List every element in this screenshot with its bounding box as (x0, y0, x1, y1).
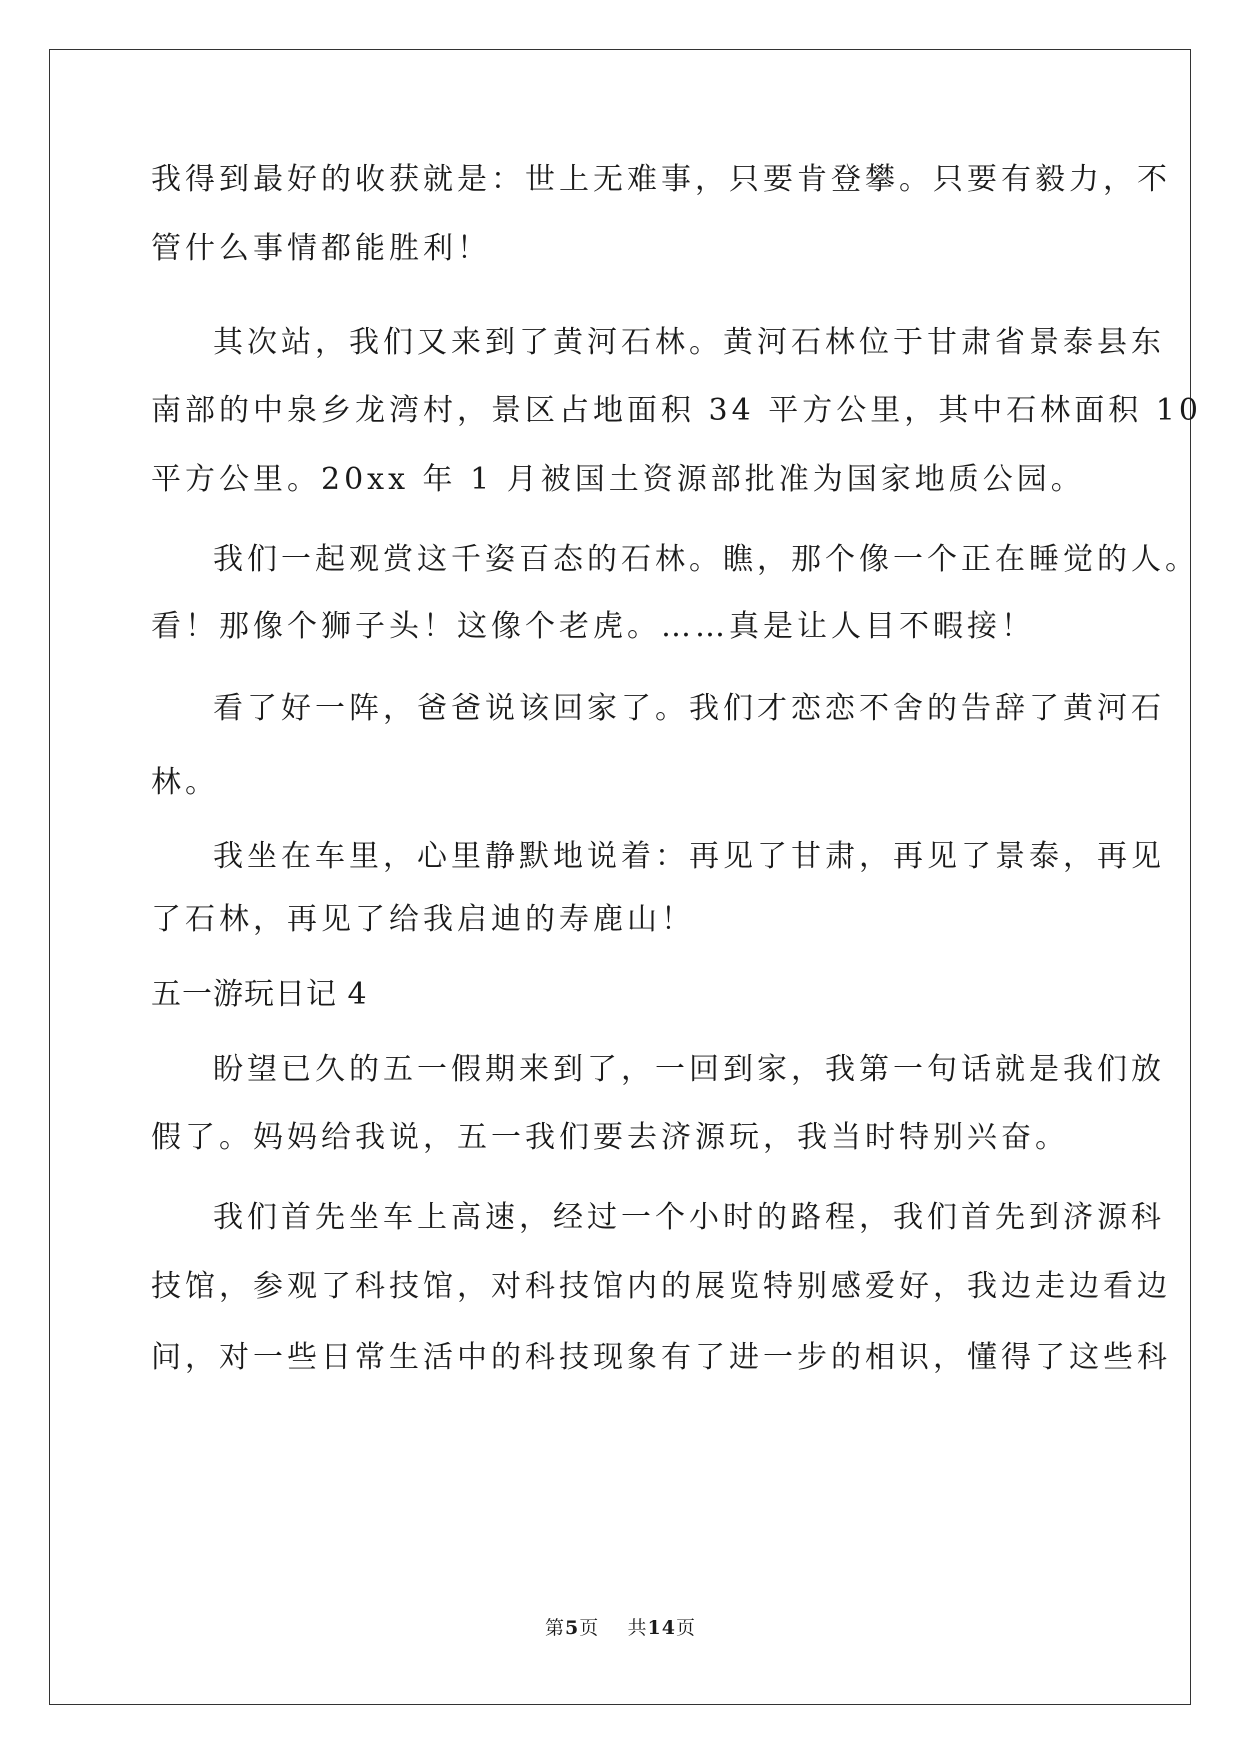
text-line: 我们首先坐车上高速，经过一个小时的路程，我们首先到济源科 (213, 1200, 1165, 1235)
footer-total-suffix: 页 (675, 1617, 696, 1639)
footer-page-word: 页 (579, 1617, 600, 1639)
page-footer (0, 1616, 1241, 1640)
text-line: 林。 (151, 765, 219, 800)
text-line: 管什么事情都能胜利！ (151, 231, 491, 266)
text-line: 技馆，参观了科技馆，对科技馆内的展览特别感爱好，我边走边看边 (151, 1269, 1171, 1304)
footer-total-prefix: 共 (627, 1617, 648, 1639)
current-page-number: 5 (565, 1617, 580, 1639)
total-pages-number: 14 (647, 1617, 676, 1639)
text-line: 假了。妈妈给我说，五一我们要去济源玩，我当时特别兴奋。 (151, 1120, 1069, 1155)
text-line: 看！那像个狮子头！这像个老虎。……真是让人目不暇接！ (151, 609, 1035, 644)
text-line: 了石林，再见了给我启迪的寿鹿山！ (151, 902, 695, 937)
text-line: 我得到最好的收获就是：世上无难事，只要肯登攀。只要有毅力，不 (151, 162, 1171, 197)
text-line: 平方公里。20xx 年 1 月被国土资源部批准为国家地质公园。 (151, 462, 1085, 497)
text-line: 看了好一阵，爸爸说该回家了。我们才恋恋不舍的告辞了黄河石 (213, 691, 1165, 726)
section-heading: 五一游玩日记 4 (151, 977, 368, 1012)
footer-prefix: 第 (545, 1617, 566, 1639)
text-line: 我们一起观赏这千姿百态的石林。瞧，那个像一个正在睡觉的人。 (213, 542, 1199, 577)
text-line: 我坐在车里，心里静默地说着：再见了甘肃，再见了景泰，再见 (213, 839, 1165, 874)
text-line: 其次站，我们又来到了黄河石林。黄河石林位于甘肃省景泰县东 (213, 325, 1165, 360)
text-line: 南部的中泉乡龙湾村，景区占地面积 34 平方公里，其中石林面积 10 (151, 393, 1202, 428)
text-line: 盼望已久的五一假期来到了，一回到家，我第一句话就是我们放 (213, 1052, 1165, 1087)
text-line: 问，对一些日常生活中的科技现象有了进一步的相识，懂得了这些科 (151, 1340, 1171, 1375)
